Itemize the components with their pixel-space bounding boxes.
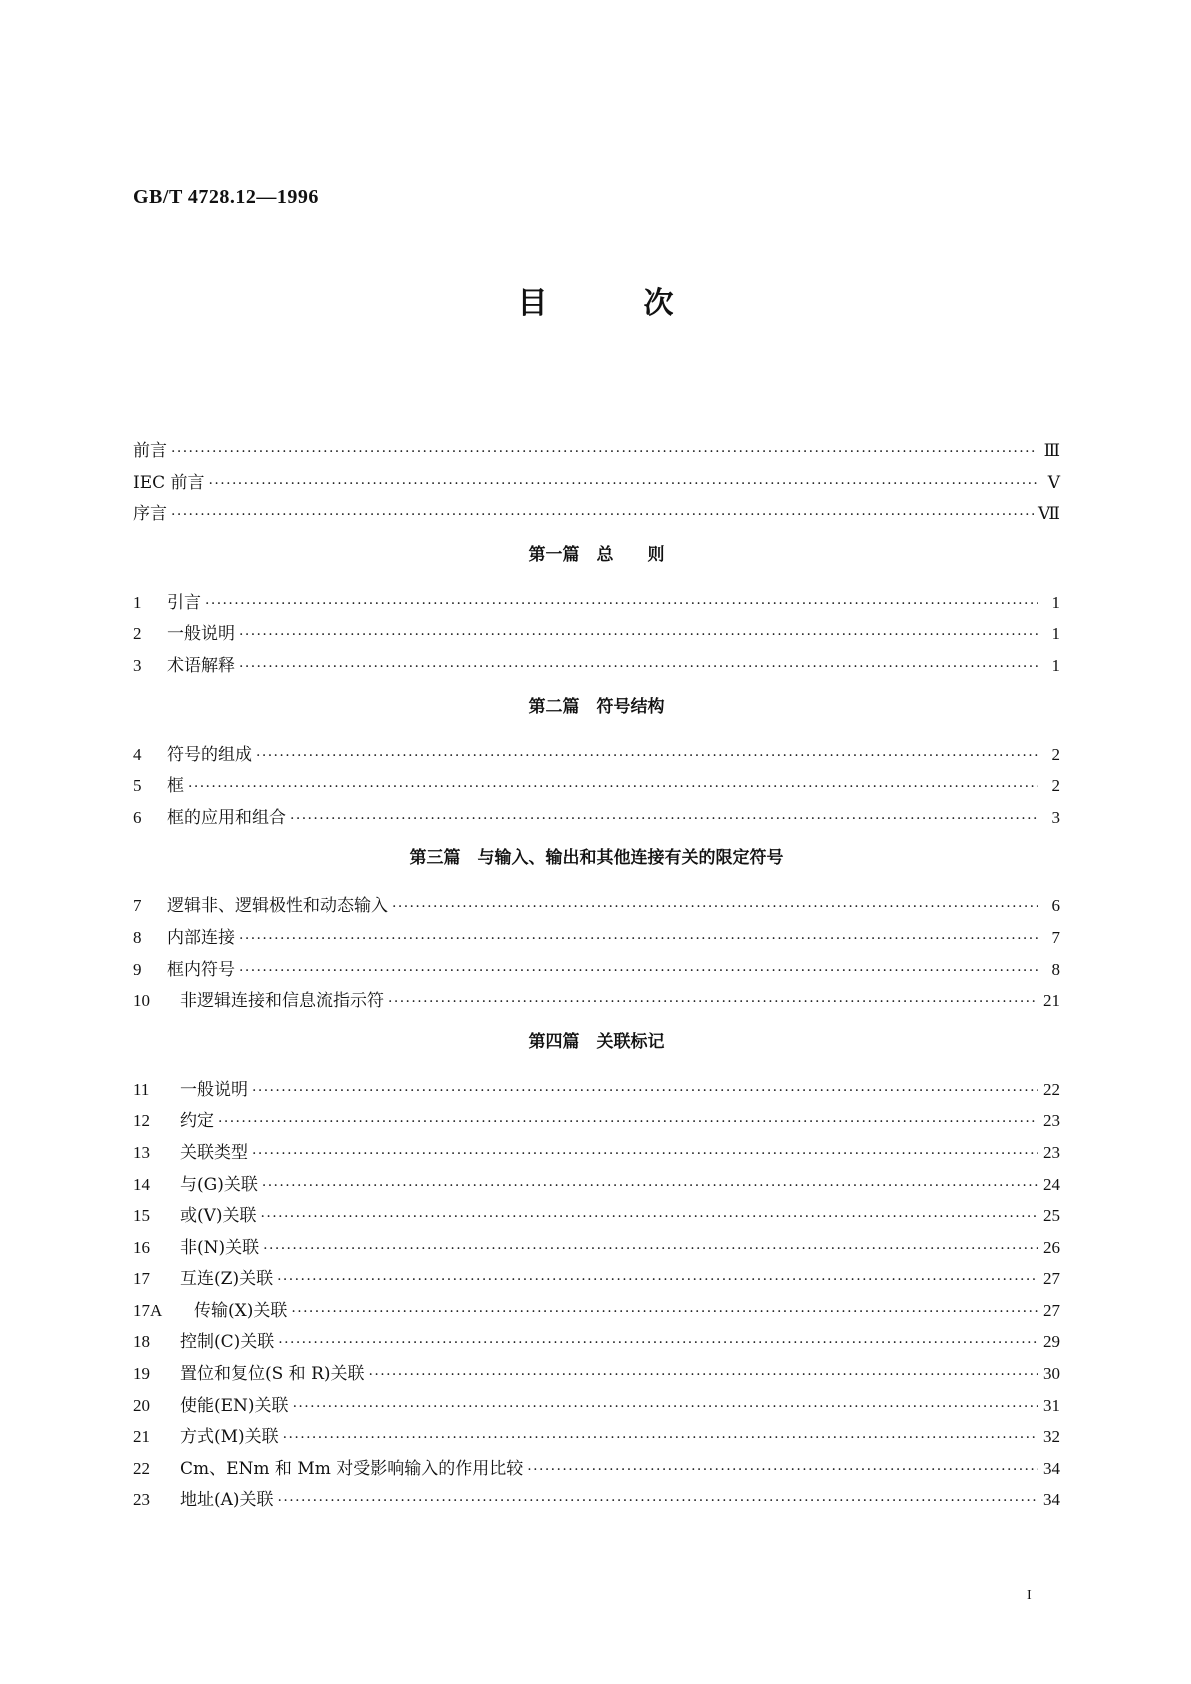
part-heading-text: 第一篇 总 则 bbox=[528, 544, 665, 565]
toc-entry-title: 框的应用和组合 bbox=[167, 807, 286, 828]
dot-leader bbox=[278, 1493, 1038, 1509]
toc-entry-page: 2 bbox=[1051, 776, 1060, 796]
toc-entry-title: 框内符号 bbox=[167, 959, 235, 980]
toc-entry-page: 6 bbox=[1051, 896, 1060, 916]
dot-leader bbox=[283, 1430, 1038, 1446]
toc-entry-title: 使能(EN)关联 bbox=[180, 1395, 289, 1416]
toc-entry[interactable] bbox=[133, 1106, 1060, 1138]
toc-entry-title: IEC 前言 bbox=[133, 472, 205, 493]
toc-entry-page: Ⅶ bbox=[1038, 504, 1060, 524]
dot-leader bbox=[278, 1335, 1038, 1351]
toc-entry[interactable] bbox=[133, 619, 1060, 651]
dot-leader bbox=[171, 507, 1034, 523]
dot-leader bbox=[261, 1209, 1038, 1225]
toc-entry-page: 21 bbox=[1043, 991, 1060, 1011]
toc-entry-number: 17A bbox=[133, 1300, 163, 1320]
toc-entry-page: 1 bbox=[1051, 624, 1060, 644]
toc-entry-title: 非逻辑连接和信息流指示符 bbox=[180, 991, 384, 1012]
toc-entry-number: 19 bbox=[133, 1364, 150, 1384]
toc-entry-iec-foreword[interactable] bbox=[133, 468, 1060, 500]
toc-entry-page: 29 bbox=[1043, 1332, 1060, 1352]
toc-entry-page: 32 bbox=[1043, 1427, 1060, 1447]
toc-entry-number: 12 bbox=[133, 1111, 150, 1131]
dot-leader bbox=[392, 899, 1038, 915]
toc-entry-number: 3 bbox=[133, 655, 142, 675]
dot-leader bbox=[256, 748, 1038, 764]
toc-entry-page: 31 bbox=[1043, 1395, 1060, 1415]
toc-entry-title: 与(G)关联 bbox=[180, 1174, 258, 1195]
dot-leader bbox=[388, 994, 1038, 1010]
toc-entry-number: 11 bbox=[133, 1079, 150, 1099]
toc-entry[interactable] bbox=[133, 771, 1060, 803]
dot-leader bbox=[252, 1083, 1038, 1099]
toc-entry-title: 一般说明 bbox=[180, 1079, 248, 1100]
toc-entry-number: 23 bbox=[133, 1490, 150, 1510]
toc-entry-title: 约定 bbox=[180, 1111, 214, 1132]
toc-entry[interactable] bbox=[133, 1075, 1060, 1107]
toc-entry[interactable] bbox=[133, 1454, 1060, 1486]
toc-entry-page: 23 bbox=[1043, 1142, 1060, 1162]
toc-entry-title: 符号的组成 bbox=[167, 744, 252, 765]
toc-entry-title: Cm、ENm 和 Mm 对受影响输入的作用比较 bbox=[180, 1458, 524, 1479]
dot-leader bbox=[239, 627, 1038, 643]
dot-leader bbox=[209, 476, 1038, 492]
dot-leader bbox=[291, 1304, 1038, 1320]
toc-entry[interactable] bbox=[133, 1264, 1060, 1296]
dot-leader bbox=[218, 1114, 1038, 1130]
dot-leader bbox=[252, 1146, 1038, 1162]
dot-leader bbox=[369, 1367, 1038, 1383]
dot-leader bbox=[239, 963, 1038, 979]
toc-entry-page: 7 bbox=[1051, 927, 1060, 947]
standard-code: GB/T 4728.12—1996 bbox=[133, 186, 319, 208]
toc-entry[interactable] bbox=[133, 1327, 1060, 1359]
toc-entry[interactable] bbox=[133, 740, 1060, 772]
dot-leader bbox=[290, 811, 1038, 827]
toc-entry-title: 非(N)关联 bbox=[180, 1237, 260, 1258]
part-heading-1 bbox=[133, 527, 1060, 584]
toc-entry-page: 8 bbox=[1051, 959, 1060, 979]
toc-entry-title: 置位和复位(S 和 R)关联 bbox=[180, 1364, 365, 1385]
toc-entry-page: 27 bbox=[1043, 1300, 1060, 1320]
toc-entry-page: 34 bbox=[1043, 1490, 1060, 1510]
dot-leader bbox=[171, 444, 1038, 460]
part-heading-4 bbox=[133, 1014, 1060, 1071]
page-number: I bbox=[1027, 1588, 1032, 1603]
dot-leader bbox=[293, 1399, 1038, 1415]
toc-entry[interactable] bbox=[133, 891, 1060, 923]
toc-entry-number: 8 bbox=[133, 927, 142, 947]
toc-entry-page: 25 bbox=[1043, 1206, 1060, 1226]
toc-entry-page: 1 bbox=[1051, 655, 1060, 675]
toc-entry-title: 序言 bbox=[133, 504, 167, 525]
toc-entry-number: 9 bbox=[133, 959, 142, 979]
toc-entry[interactable] bbox=[133, 588, 1060, 620]
toc-entry-number: 7 bbox=[133, 896, 142, 916]
toc-entry-title: 互连(Z)关联 bbox=[180, 1269, 274, 1290]
dot-leader bbox=[262, 1178, 1038, 1194]
toc-entry[interactable] bbox=[133, 923, 1060, 955]
toc-entry-number: 21 bbox=[133, 1427, 150, 1447]
toc-entry-number: 13 bbox=[133, 1142, 150, 1162]
toc-entry[interactable] bbox=[133, 1422, 1060, 1454]
toc-entry-page: 1 bbox=[1051, 592, 1060, 612]
toc-entry-number: 6 bbox=[133, 807, 142, 827]
toc-entry-number: 22 bbox=[133, 1458, 150, 1478]
toc-entry[interactable] bbox=[133, 1296, 1060, 1328]
toc-entry-title: 控制(C)关联 bbox=[180, 1332, 275, 1353]
toc-entry-title: 前言 bbox=[133, 441, 167, 461]
part-heading-text: 第二篇 符号结构 bbox=[528, 696, 665, 717]
toc-entry-title: 或(V)关联 bbox=[180, 1206, 257, 1227]
toc-entry-number: 20 bbox=[133, 1395, 150, 1415]
toc-entry-title: 关联类型 bbox=[180, 1142, 248, 1163]
toc-entry[interactable] bbox=[133, 1485, 1060, 1517]
toc-entry-page: 30 bbox=[1043, 1364, 1060, 1384]
toc-entry-number: 2 bbox=[133, 624, 142, 644]
toc-entry-title: 内部连接 bbox=[167, 927, 235, 948]
toc-entry-page: 34 bbox=[1043, 1458, 1060, 1478]
toc-entry-number: 16 bbox=[133, 1237, 150, 1257]
part-heading-3 bbox=[133, 830, 1060, 887]
toc-entry-page: 26 bbox=[1043, 1237, 1060, 1257]
toc-entry-page: Ⅲ bbox=[1043, 441, 1060, 460]
toc-entry[interactable] bbox=[133, 1391, 1060, 1423]
toc-entry-number: 10 bbox=[133, 991, 150, 1011]
dot-leader bbox=[527, 1462, 1038, 1478]
toc-entry[interactable] bbox=[133, 1233, 1060, 1265]
toc-entry[interactable] bbox=[133, 1359, 1060, 1391]
toc-entry-title: 引言 bbox=[167, 592, 201, 613]
dot-leader bbox=[188, 779, 1038, 795]
toc-entry-title: 传输(X)关联 bbox=[194, 1300, 288, 1321]
toc-entry-page: 2 bbox=[1051, 744, 1060, 764]
toc-entry-page: 22 bbox=[1043, 1079, 1060, 1099]
toc-entry-title: 逻辑非、逻辑极性和动态输入 bbox=[167, 896, 388, 917]
toc-entry-title: 地址(A)关联 bbox=[180, 1490, 274, 1511]
part-heading-text: 第四篇 关联标记 bbox=[528, 1031, 665, 1052]
toc-entry-number: 15 bbox=[133, 1206, 150, 1226]
toc-title: 目次 bbox=[517, 286, 770, 321]
dot-leader bbox=[239, 931, 1038, 947]
toc-entry-foreword[interactable] bbox=[133, 436, 1060, 468]
toc-entry[interactable] bbox=[133, 1138, 1060, 1170]
toc-entry-page: 27 bbox=[1043, 1269, 1060, 1289]
toc-entry-page: 24 bbox=[1043, 1174, 1060, 1194]
toc-entry-number: 1 bbox=[133, 592, 142, 612]
part-heading-2 bbox=[133, 679, 1060, 736]
toc-entry-title: 框 bbox=[167, 776, 184, 797]
toc-entry-title: 一般说明 bbox=[167, 624, 235, 645]
dot-leader bbox=[205, 596, 1038, 612]
toc-entry-number: 4 bbox=[133, 744, 142, 764]
toc-entry[interactable] bbox=[133, 1170, 1060, 1202]
toc-entry-page: 23 bbox=[1043, 1111, 1060, 1131]
dot-leader bbox=[263, 1241, 1038, 1257]
toc-entry-number: 18 bbox=[133, 1332, 150, 1352]
toc-entry-title: 术语解释 bbox=[167, 655, 235, 676]
dot-leader bbox=[239, 659, 1038, 675]
part-heading-text: 第三篇 与输入、输出和其他连接有关的限定符号 bbox=[409, 848, 784, 869]
dot-leader bbox=[277, 1272, 1038, 1288]
toc-entry-number: 14 bbox=[133, 1174, 150, 1194]
toc-entry-title: 方式(M)关联 bbox=[180, 1427, 279, 1448]
toc-entry-page: 3 bbox=[1051, 807, 1060, 827]
toc-entry-page: Ⅴ bbox=[1047, 472, 1060, 492]
table-of-contents bbox=[133, 436, 1060, 1517]
toc-entry[interactable] bbox=[133, 955, 1060, 987]
toc-entry-number: 5 bbox=[133, 776, 142, 796]
toc-entry[interactable] bbox=[133, 1201, 1060, 1233]
toc-entry-number: 17 bbox=[133, 1269, 150, 1289]
